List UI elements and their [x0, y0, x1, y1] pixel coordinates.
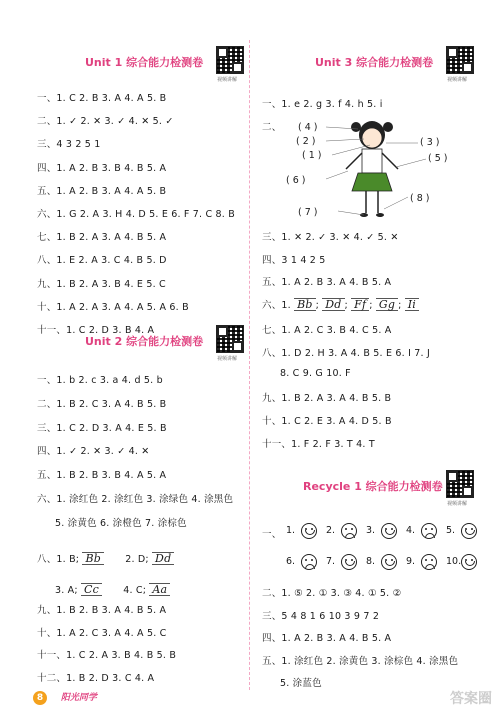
- answer-line: 七、1. B 2. A 3. A 4. B 5. A: [37, 232, 167, 244]
- answer-line: 四、1. ✓ 2. ✕ 3. ✓ 4. ✕: [37, 446, 150, 458]
- face-number: 4.: [406, 525, 416, 536]
- girl-label: ( 6 ): [286, 175, 306, 186]
- answer-line: 十二、1. B 2. D 3. C 4. A: [37, 672, 155, 684]
- qr-caption: 视频讲解: [447, 77, 468, 83]
- column-divider: [249, 40, 250, 690]
- answer-line: 十、1. A 2. C 3. A 4. A 5. C: [37, 627, 167, 639]
- qr-caption: 视频讲解: [447, 501, 468, 507]
- qr-code-icon[interactable]: [446, 470, 474, 498]
- sad-face-icon: [421, 554, 437, 570]
- answer-line: 二、1. B 2. C 3. A 4. B 5. B: [37, 398, 167, 410]
- unit3-q1: 一、1. e 2. g 3. f 4. h 5. i: [262, 99, 383, 110]
- unit2-title: Unit 2 综合能力检测卷: [85, 335, 204, 348]
- face-number: 3.: [366, 525, 376, 536]
- unit2-q8-line1: 八、1. B; Bb 2. D; Dd: [37, 551, 174, 565]
- face-number: 7.: [326, 556, 336, 567]
- answer-line: 六、1. 涂红色 2. 涂红色 3. 涂绿色 4. 涂黑色: [37, 494, 234, 505]
- answer-line: 十一、1. C 2. A 3. B 4. B 5. B: [37, 650, 177, 661]
- unit3-title: Unit 3 综合能力检测卷: [315, 56, 434, 69]
- answer-line: 九、1. B 2. B 3. A 4. B 5. A: [37, 605, 167, 616]
- answer-line: 十一、1. F 2. F 3. T 4. T: [262, 439, 375, 450]
- answer-line: 六、1. G 2. A 3. H 4. D 5. E 6. F 7. C 8. B: [37, 209, 235, 220]
- answer-line: 十、1. A 2. A 3. A 4. A 5. A 6. B: [37, 301, 189, 313]
- sad-face-icon: [301, 554, 317, 570]
- page-number: 8: [33, 691, 47, 705]
- answer-line: 八、1. E 2. A 3. C 4. B 5. D: [37, 255, 167, 267]
- qr-caption: 视频讲解: [217, 356, 238, 362]
- qr-code-icon[interactable]: [216, 46, 244, 74]
- girl-label: ( 3 ): [420, 137, 440, 148]
- face-number: 5.: [446, 525, 456, 536]
- face-number: 6.: [286, 556, 296, 567]
- unit3-q6: 六、1. Bb ; Dd ; Ff ; Gg ; Ii: [262, 297, 419, 311]
- unit3-q2-label: 二、: [262, 122, 282, 133]
- smiley-face-icon: [461, 523, 477, 539]
- qr-code-icon[interactable]: [216, 325, 244, 353]
- face-number: 2.: [326, 525, 336, 536]
- handwritten-answer: Gg: [376, 298, 398, 311]
- answer-line: 二、1. ⑤ 2. ① 3. ③ 4. ① 5. ②: [262, 588, 402, 599]
- answer-line: 八、1. D 2. H 3. A 4. B 5. E 6. I 7. J: [262, 347, 430, 359]
- answer-line: 五、1. B 2. B 3. B 4. A 5. A: [37, 470, 167, 482]
- answer-line: 二、1. ✓ 2. ✕ 3. ✓ 4. ✕ 5. ✓: [37, 116, 174, 128]
- smiley-face-icon: [341, 554, 357, 570]
- answer-line: 三、4 3 2 5 1: [37, 139, 101, 151]
- sad-face-icon: [421, 523, 437, 539]
- girl-label: ( 4 ): [298, 122, 318, 133]
- answer-line: 五、1. A 2. B 3. A 4. B 5. A: [262, 277, 392, 288]
- answer-line: 一、1. b 2. c 3. a 4. d 5. b: [37, 375, 163, 386]
- handwritten-answer: Bb: [294, 298, 316, 311]
- answer-line: 三、1. C 2. D 3. A 4. E 5. B: [37, 422, 167, 434]
- answer-line: 五、1. 涂红色 2. 涂黄色 3. 涂棕色 4. 涂黑色: [262, 655, 459, 667]
- smiley-face-icon: [381, 554, 397, 570]
- handwritten-answer: Ff: [351, 298, 369, 311]
- answer-line: 四、1. A 2. B 3. A 4. B 5. A: [262, 633, 392, 644]
- handwritten-answer: Dd: [152, 552, 174, 565]
- answer-line: 十一、1. C 2. D 3. B 4. A: [37, 325, 155, 336]
- handwritten-answer: Bb: [82, 552, 104, 565]
- answer-line: 5. 涂蓝色: [280, 678, 322, 689]
- girl-label: ( 8 ): [410, 193, 430, 204]
- recycle1-q1-label: 一、: [262, 529, 282, 540]
- recycle1-title: Recycle 1 综合能力检测卷: [303, 480, 443, 493]
- answer-line: 五、1. A 2. B 3. A 4. A 5. B: [37, 185, 167, 197]
- girl-label: ( 1 ): [302, 150, 322, 161]
- page-footer: [30, 690, 97, 705]
- face-number: 8.: [366, 556, 376, 567]
- answer-line: 四、1. A 2. B 3. B 4. B 5. A: [37, 162, 167, 174]
- girl-label: ( 5 ): [428, 153, 448, 164]
- answer-line: 九、1. B 2. A 3. A 4. B 5. B: [262, 393, 392, 405]
- face-number: 1.: [286, 525, 296, 536]
- girl-label: ( 7 ): [298, 207, 318, 218]
- answer-line: 三、1. ✕ 2. ✓ 3. ✕ 4. ✓ 5. ✕: [262, 232, 399, 243]
- face-number: 10.: [446, 556, 462, 567]
- qr-caption: 视频讲解: [217, 77, 238, 83]
- answer-line: 8. C 9. G 10. F: [280, 367, 351, 379]
- handwritten-answer: Cc: [81, 583, 102, 596]
- handwritten-answer: Ii: [405, 298, 419, 311]
- handwritten-answer: Dd: [322, 298, 344, 311]
- unit2-q8-line2: 3. A; Cc 4. C; Aa: [55, 583, 170, 596]
- sad-face-icon: [341, 523, 357, 539]
- answer-line: 十、1. C 2. E 3. A 4. D 5. B: [262, 416, 392, 428]
- watermark: 答案圈: [450, 691, 492, 707]
- smiley-face-icon: [301, 523, 317, 539]
- brand-logo: 阳光同学: [60, 693, 97, 703]
- answer-line: 一、1. C 2. B 3. A 4. A 5. B: [37, 93, 167, 104]
- answer-line: 九、1. B 2. A 3. B 4. E 5. C: [37, 278, 166, 290]
- qr-code-icon[interactable]: [446, 46, 474, 74]
- answer-line: 5. 涂黄色 6. 涂橙色 7. 涂棕色: [55, 517, 187, 529]
- answer-line: 三、5 4 8 1 6 10 3 9 7 2: [262, 610, 380, 622]
- answer-line: 四、3 1 4 2 5: [262, 254, 326, 266]
- girl-label: ( 2 ): [296, 136, 316, 147]
- smiley-face-icon: [381, 523, 397, 539]
- unit1-title: Unit 1 综合能力检测卷: [85, 56, 204, 69]
- smiley-face-icon: [461, 554, 477, 570]
- answer-line: 七、1. A 2. C 3. B 4. C 5. A: [262, 325, 392, 336]
- face-number: 9.: [406, 556, 416, 567]
- handwritten-answer: Aa: [149, 583, 170, 596]
